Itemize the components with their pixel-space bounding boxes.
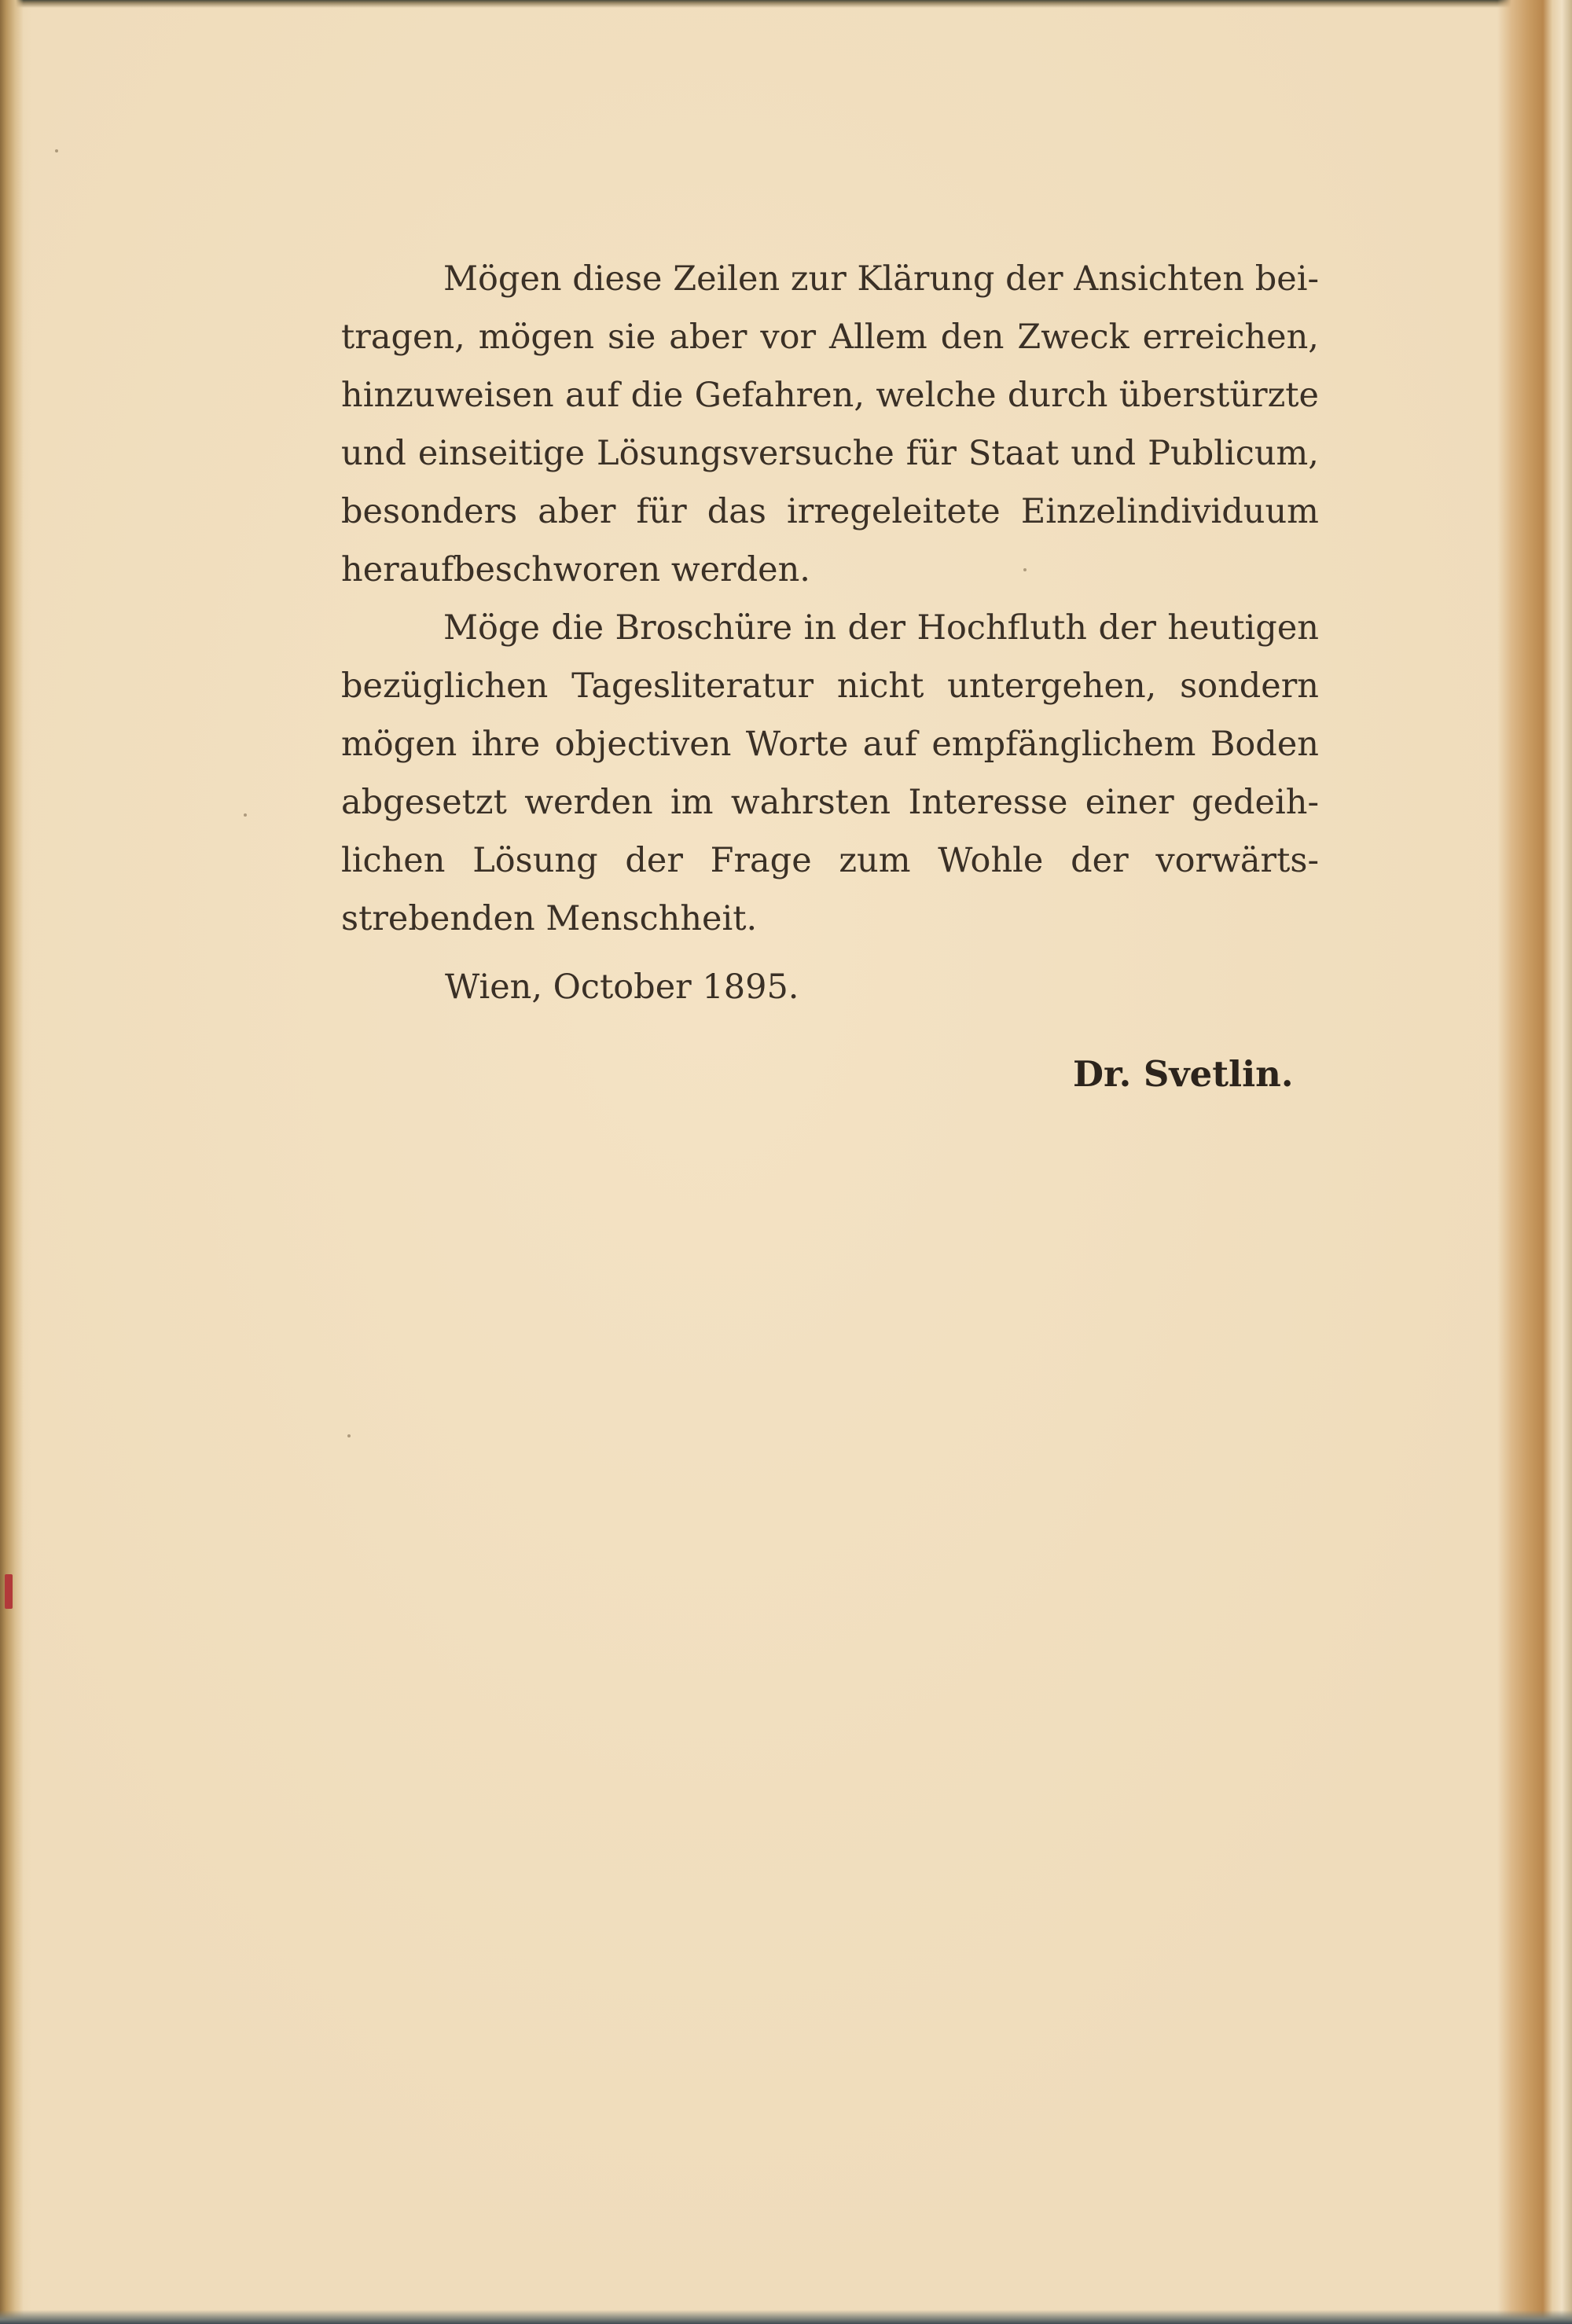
paper-speck xyxy=(55,149,58,152)
word: Publicum, xyxy=(1148,434,1319,473)
word: Mögen xyxy=(443,259,562,299)
word: Zweck xyxy=(1017,318,1129,357)
text-line xyxy=(341,424,1319,483)
word: einer xyxy=(1085,783,1174,822)
word: objectiven xyxy=(554,725,732,764)
text-line xyxy=(341,250,1319,308)
word: tragen, xyxy=(341,318,465,357)
paper-speck xyxy=(347,1434,351,1437)
word: Hochfluth xyxy=(916,608,1087,648)
text-line: strebenden Menschheit. xyxy=(341,899,758,938)
text-line xyxy=(341,715,1319,773)
word: im xyxy=(670,783,714,822)
word: Wohle xyxy=(938,841,1044,880)
word: empfänglichem xyxy=(931,725,1196,764)
word: vorwärts- xyxy=(1155,841,1319,880)
word: irregeleitete xyxy=(787,492,1001,531)
word: und xyxy=(1071,434,1137,473)
word: lichen xyxy=(341,841,446,880)
word: wahrsten xyxy=(730,783,891,822)
word: Zeilen xyxy=(673,259,780,299)
text-line xyxy=(341,599,1319,657)
word: welche xyxy=(876,376,997,415)
word: Tagesliteratur xyxy=(571,666,814,706)
text-line xyxy=(341,308,1319,366)
red-edge-mark xyxy=(5,1574,13,1609)
word: der xyxy=(1098,608,1156,648)
word: Einzelindividuum xyxy=(1020,492,1319,531)
author-signature: Dr. Svetlin. xyxy=(1073,1053,1294,1095)
word: Lösung xyxy=(472,841,598,880)
word: die xyxy=(630,376,684,415)
word: untergehen, xyxy=(947,666,1157,706)
paper-speck xyxy=(244,813,247,817)
word: mögen xyxy=(341,725,457,764)
word: erreichen, xyxy=(1142,318,1319,357)
page-binding-gutter xyxy=(1497,0,1572,2324)
word: für xyxy=(636,492,687,531)
word: zum xyxy=(839,841,911,880)
word: Allem xyxy=(829,318,927,357)
word: Gefahren, xyxy=(694,376,865,415)
word: Klärung xyxy=(857,259,995,299)
word: das xyxy=(707,492,766,531)
text-line: heraufbeschworen werden. xyxy=(341,550,810,589)
word: aber xyxy=(669,318,747,357)
word: sie xyxy=(608,318,656,357)
word: Staat xyxy=(968,434,1060,473)
word: abgesetzt xyxy=(341,783,507,822)
word: heutigen xyxy=(1167,608,1319,648)
word: überstürzte xyxy=(1118,376,1319,415)
page-left-edge xyxy=(0,0,24,2324)
text-line xyxy=(341,483,1319,541)
text-line xyxy=(341,366,1319,424)
word: vor xyxy=(760,318,817,357)
word: Broschüre xyxy=(615,608,793,648)
word: zur xyxy=(790,259,847,299)
word: der xyxy=(1071,841,1129,880)
word: und xyxy=(341,434,406,473)
word: die xyxy=(551,608,604,648)
word: auf xyxy=(862,725,917,764)
word: Interesse xyxy=(908,783,1068,822)
word: werden xyxy=(524,783,653,822)
word: gedeih- xyxy=(1192,783,1319,822)
word: Worte xyxy=(745,725,849,764)
word: aber xyxy=(538,492,616,531)
word: Ansichten xyxy=(1074,259,1245,299)
word: in xyxy=(803,608,837,648)
word: Frage xyxy=(710,841,812,880)
word: der xyxy=(847,608,906,648)
place-date: Wien, October 1895. xyxy=(445,967,799,1007)
word: auf xyxy=(565,376,620,415)
word: mögen xyxy=(478,318,595,357)
page-bottom-edge xyxy=(0,2310,1572,2324)
text-line xyxy=(341,832,1319,890)
text-line xyxy=(341,773,1319,832)
text-line xyxy=(341,657,1319,715)
word: Lösungsversuche xyxy=(597,434,894,473)
word: den xyxy=(940,318,1005,357)
word: besonders xyxy=(341,492,518,531)
word: der xyxy=(1005,259,1063,299)
word: der xyxy=(625,841,683,880)
word: sondern xyxy=(1180,666,1319,706)
word: einseitige xyxy=(417,434,586,473)
word: diese xyxy=(572,259,663,299)
word: Möge xyxy=(443,608,540,648)
word: Boden xyxy=(1210,725,1319,764)
word: ihre xyxy=(471,725,541,764)
word: durch xyxy=(1007,376,1108,415)
page-top-edge xyxy=(0,0,1572,8)
word: bei- xyxy=(1254,259,1319,299)
word: hinzuweisen xyxy=(341,376,554,415)
word: bezüglichen xyxy=(341,666,549,706)
preface-text xyxy=(341,250,1319,948)
word: nicht xyxy=(836,666,924,706)
word: für xyxy=(905,434,957,473)
